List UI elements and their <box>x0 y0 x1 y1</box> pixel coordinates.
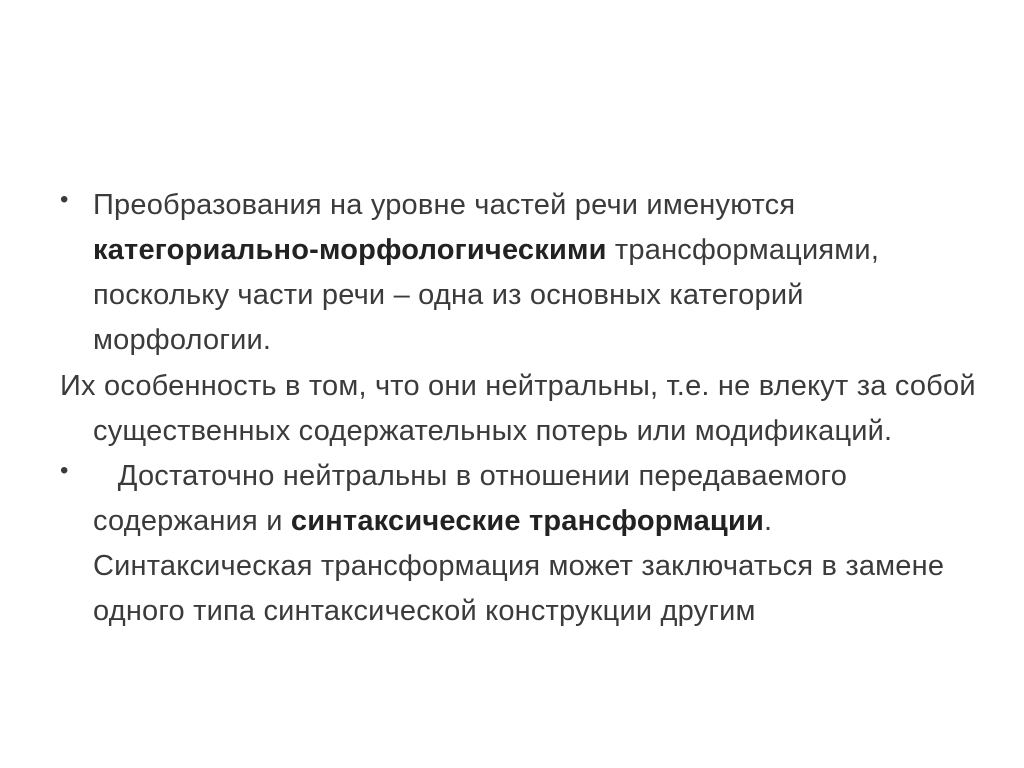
paragraph-text: Их особенность в том, что они нейтральны, т.е. не влекут за собой существенных содержательных потерь или модификаций. <box>60 370 976 447</box>
bold-term-syntactic-transformations: синтаксические трансформации <box>290 505 764 537</box>
paragraph-morphological-transformations <box>60 183 990 363</box>
slide-body <box>60 183 990 634</box>
bullet-icon: • <box>60 186 69 213</box>
paragraph-tail-text: трансформациями, поскольку части речи – одна из основных категорий морфологии. <box>93 234 880 356</box>
bullet-icon: • <box>60 457 69 484</box>
paragraph-tail-text: . Синтаксическая трансформация может заключаться в замене одного типа синтаксической конструкции другим <box>93 505 945 627</box>
paragraph-lead-text: Преобразования на уровне частей речи именуются <box>93 189 796 221</box>
bold-term-categorial-morphological: категориально-морфологическими <box>93 234 607 266</box>
paragraph-neutrality <box>60 364 990 454</box>
paragraph-syntactic-transformations <box>60 454 990 634</box>
paragraph-lead-text: Достаточно нейтральны в отношении передаваемого содержания и <box>93 460 856 537</box>
